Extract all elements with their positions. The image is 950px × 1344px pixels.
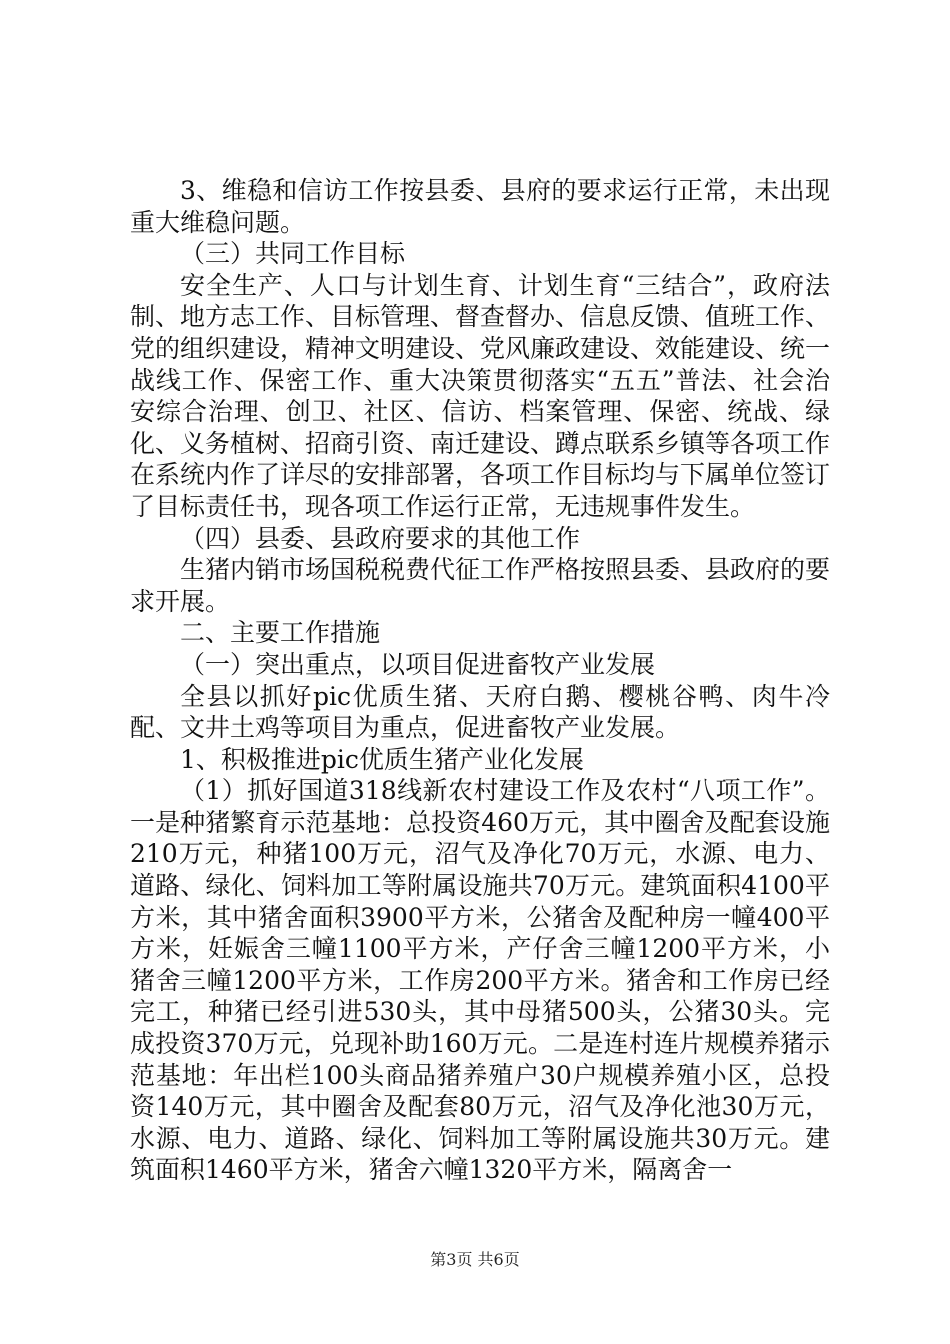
paragraph-common-goals: 安全生产、人口与计划生育、计划生育“三结合”，政府法制、地方志工作、目标管理、督查督办、信息反馈、值班工作、党的组织建设，精神文明建设、党风廉政建设、效能建设、统一战线工作、保密工作、重大决策贯彻落实“五五”普法、社会治安综合治理、创卫、社区、信访、档案管理、保密、统战、绿化、义务植树、招商引资、南迁建设、蹲点联系乡镇等各项工作在系统内作了详尽的安排部署，各项工作目标均与下属单位签订了目标责任书，现各项工作运行正常，无违规事件发生。 bbox=[130, 270, 831, 521]
paragraph-other-work: 生猪内销市场国税税费代征工作严格按照县委、县政府的要求开展。 bbox=[130, 555, 831, 616]
section-heading-main-measures: 二、主要工作措施 bbox=[180, 618, 381, 648]
subsection-heading-key-projects: （一）突出重点，以项目促进畜牧产业发展 bbox=[180, 649, 656, 679]
subsection-heading-pic-pigs: 1、积极推进pic优质生猪产业化发展 bbox=[180, 744, 584, 774]
document-body bbox=[130, 175, 830, 1186]
paragraph-pic-pigs-detail: （1）抓好国道318线新农村建设工作及农村“八项工作”。一是种猪繁育示范基地：总投资460万元，其中圈舍及配套设施210万元，种猪100万元，沼气及净化70万元，水源、电力、道路、绿化、饲料加工等附属设施共70万元。建筑面积4100平方米，其中猪舍面积3900平方米，公猪舍及配种房一幢400平方米，妊娠舍三幢1100平方米，产仔舍三幢1200平方米，小猪舍三幢1200平方米，工作房200平方米。猪舍和工作房已经完工，种猪已经引进530头，其中母猪500头，公猪30头。完成投资370万元，兑现补助160万元。二是连村连片规模养猪示范基地：年出栏100头商品猪养殖户30户规模养殖小区，总投资140万元，其中圈舍及配套80万元，沼气及净化池30万元，水源、电力、道路、绿化、饲料加工等附属设施共30万元。建筑面积1460平方米，猪舍六幢1320平方米，隔离舍一 bbox=[130, 776, 830, 1185]
paragraph-stability: 3、维稳和信访工作按县委、县府的要求运行正常，未出现重大维稳问题。 bbox=[130, 176, 830, 237]
paragraph-key-projects: 全县以抓好pic优质生猪、天府白鹅、樱桃谷鸭、肉牛冷配、文井土鸡等项目为重点，促进畜牧产业发展。 bbox=[130, 681, 830, 743]
page-footer: 第3页 共6页 bbox=[430, 1250, 520, 1269]
section-heading-other-work: （四）县委、县政府要求的其他工作 bbox=[180, 523, 581, 553]
section-heading-common-goals: （三）共同工作目标 bbox=[180, 239, 406, 269]
